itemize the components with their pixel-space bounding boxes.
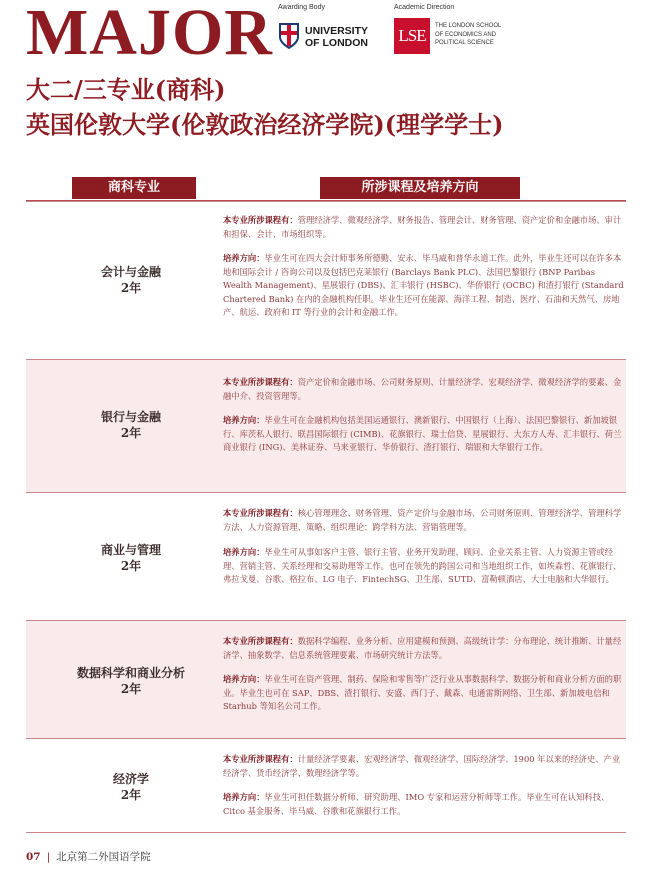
courses-paragraph (223, 214, 625, 241)
major-name: 商业与管理 (100, 543, 161, 557)
column-header-courses: 所涉课程及培养方向 (320, 177, 520, 199)
table-row (26, 492, 626, 620)
career-text: 毕业生可从事如客户主管、银行主管、业务开发助理、顾问、企业关系主管、人力资源主管或经理、营销主管、关系经理和交易助理等工作。也可在领先的跨国公司和当地组织工作，如埃森哲、花旗银行、弗拉戈曼、谷歌、格拉布、LG 电子、FintechSG、卫生部、SUTD、富勒顿酒店、大士电脑和大华银行。 (223, 547, 622, 585)
major-years: 2年 (120, 788, 142, 802)
courses-paragraph (223, 753, 625, 780)
major-cell (26, 409, 236, 441)
lse-logo-box: LSE (394, 18, 430, 54)
major-name: 经济学 (112, 772, 149, 786)
career-label: 培养方向： (223, 415, 265, 425)
column-header-major: 商科专业 (72, 177, 196, 199)
major-years: 2年 (120, 281, 142, 295)
career-paragraph (223, 791, 625, 818)
university-of-london-logo (305, 25, 368, 49)
major-name: 会计与金融 (100, 265, 161, 279)
career-text: 毕业生可在金融机构包括美国运通银行、澳新银行、中国银行（上海）、法国巴黎银行、新加坡银行、库茨私人银行、联昌国际银行 (CIMB)、花旗银行、瑞士信贷、星展银行、大东方人寿、汇丰银行、荷兰商业银行 (ING)、美林证券、马来亚银行、华侨银行、渣打银行、瑞银和大华银行工作。 (223, 415, 622, 453)
career-paragraph (223, 414, 625, 455)
major-cell (26, 264, 236, 296)
page-number: 07 (26, 851, 41, 863)
brand-title: MAJOR (26, 0, 273, 69)
career-paragraph (223, 252, 625, 320)
courses-label: 本专业所涉课程有： (223, 377, 298, 387)
career-label: 培养方向： (223, 253, 265, 263)
footer-separator: | (46, 851, 51, 863)
lse-line1: THE LONDON SCHOOL (435, 23, 502, 29)
major-name: 数据科学和商业分析 (76, 666, 185, 680)
major-years: 2年 (120, 426, 142, 440)
uol-line1: UNIVERSITY (305, 25, 369, 37)
lse-line3: POLITICAL SCIENCE (435, 40, 494, 46)
major-years: 2年 (120, 559, 142, 573)
career-paragraph (223, 546, 625, 587)
academic-direction-label: Academic Direction (394, 4, 455, 11)
courses-paragraph (223, 376, 625, 403)
table-row (26, 201, 626, 359)
major-cell (26, 665, 236, 697)
courses-label: 本专业所涉课程有： (223, 636, 298, 646)
table-row (26, 359, 626, 492)
courses-text: 核心管理理念、财务管理、资产定价与金融市场、公司财务原则、管理经济学、管理科学方法、人力资源管理、策略、组织理论：跨学科方法、营销管理等。 (223, 508, 622, 532)
courses-label: 本专业所涉课程有： (223, 754, 298, 764)
major-cell (26, 542, 236, 574)
lse-line2: OF ECONOMICS AND (435, 31, 497, 38)
courses-text: 资产定价和金融市场、公司财务原则、计量经济学、宏观经济学、微观经济学的要素、金融中介、投资管理等。 (223, 377, 622, 401)
footer-school-name: 北京第二外国语学院 (56, 851, 151, 863)
uol-line2: OF LONDON (305, 37, 368, 49)
page-title-line1: 大二/三专业(商科) (26, 75, 226, 104)
career-paragraph (223, 673, 625, 714)
page-footer (26, 849, 151, 864)
major-years: 2年 (120, 682, 142, 696)
career-text: 毕业生可在四大会计师事务所德勤、安永、毕马威和普华永道工作。此外，毕业生还可以在许多本地和国际会计 / 咨询公司以及包括巴克莱银行 (Barclays Bank PLC)、法国巴黎银行 (BNP Paribas Wealth Management)、星展银行 (DBS)、汇丰银行 (HSBC)、华侨银行 (OCBC) 和渣打银行 (Standard Chartered Bank) 在内的金融机构任职。毕业生还可在能源、海洋工程、制造、医疗、石油和天然气、房地产、航运、政府和 IT 等行业的会计和金融工作。 (223, 253, 624, 318)
career-label: 培养方向： (223, 674, 265, 684)
courses-label: 本专业所涉课程有： (223, 508, 298, 518)
career-label: 培养方向： (223, 792, 265, 802)
courses-text: 计量经济学要素、宏观经济学、微观经济学、国际经济学、1900 年以来的经济史、产业经济学、货币经济学、数理经济学等。 (223, 754, 621, 778)
courses-text: 数据科学编程、业务分析、应用建模和预测、高级统计学：分布理论、统计推断、计量经济学、抽象数学、信息系统管理要素、市场研究统计方法等。 (223, 636, 622, 660)
table-row (26, 738, 626, 833)
courses-paragraph (223, 507, 625, 534)
career-text: 毕业生可担任数据分析师、研究助理、IMO 专家和运营分析师等工作。毕业生可在认知科技、Citco 基金服务、毕马威、谷歌和花旗银行工作。 (223, 792, 610, 816)
major-name: 银行与金融 (100, 410, 161, 424)
courses-text: 管理经济学、微观经济学、财务报告、管理会计、财务管理、资产定价和金融市场、审计和担保、会计、市场组织等。 (223, 215, 622, 239)
career-text: 毕业生可在资产管理、制药、保险和零售等广泛行业从事数据科学、数据分析和商业分析方面的职业。毕业生也可在 SAP、DBS、渣打银行、安盛、西门子、戴森、电通雷斯网络、卫生部、新加坡电信和 Starhub 等知名公司工作。 (223, 674, 622, 712)
table-row (26, 620, 626, 738)
major-cell (26, 771, 236, 803)
career-label: 培养方向： (223, 547, 265, 557)
page-title-line2: 英国伦敦大学(伦敦政治经济学院)(理学学士) (26, 110, 504, 139)
university-of-london-crest-icon (278, 22, 300, 50)
courses-paragraph (223, 635, 625, 662)
lse-logo-text (435, 22, 501, 48)
courses-label: 本专业所涉课程有： (223, 215, 298, 225)
awarding-body-label: Awarding Body (278, 4, 325, 11)
